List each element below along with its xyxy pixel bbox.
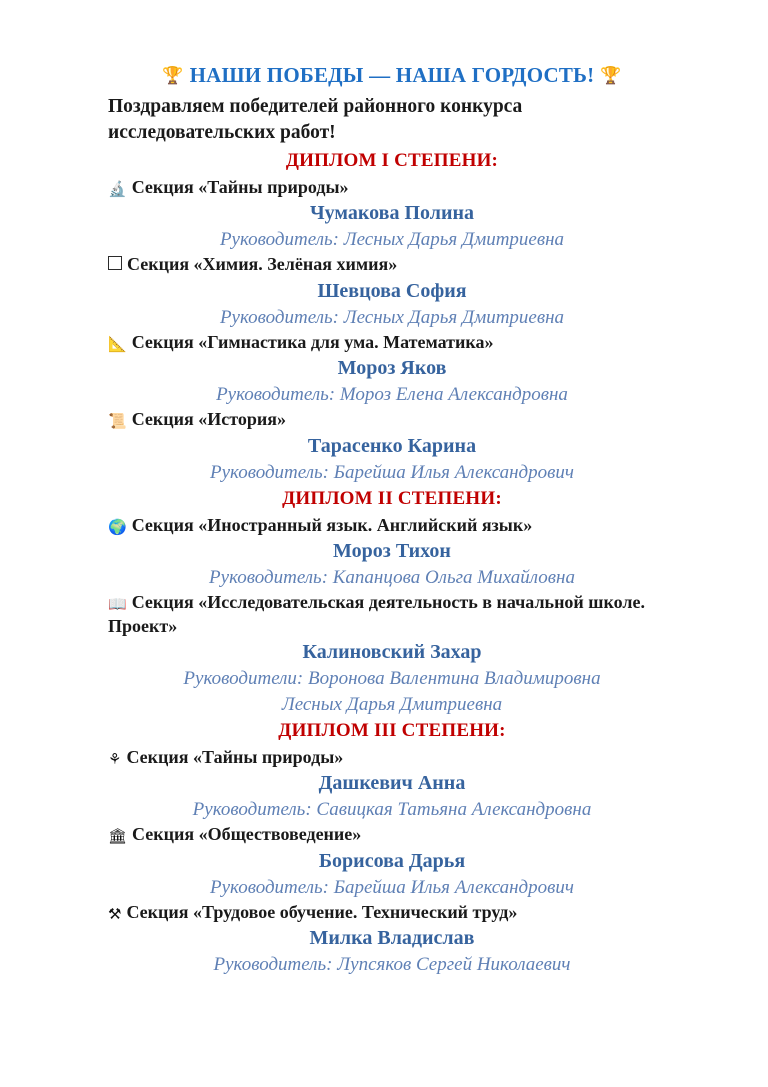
supervisor-name: Лупсяков Сергей Николаевич bbox=[337, 954, 571, 976]
supervisor-line bbox=[108, 227, 676, 252]
winner-name: Калиновский Захар bbox=[302, 640, 482, 663]
scroll-icon: 📜 bbox=[108, 412, 127, 431]
supervisor-name: Мороз Елена Александровна bbox=[339, 384, 568, 406]
section-title: Секция «Гимнастика для ума. Математика» bbox=[131, 331, 494, 352]
supervisor-line bbox=[108, 666, 676, 691]
section-title: Секция «История» bbox=[131, 409, 286, 430]
section-title: Секция «Иностранный язык. Английский язык» bbox=[131, 514, 533, 535]
section-line bbox=[108, 176, 676, 200]
section-line bbox=[108, 901, 676, 925]
document-body bbox=[108, 62, 676, 979]
microscope-icon: 🔬 bbox=[108, 179, 127, 198]
supervisor-line bbox=[108, 875, 676, 900]
flask-icon bbox=[108, 256, 122, 270]
section-line bbox=[108, 746, 676, 770]
supervisor-name: Капанцова Ольга Михайловна bbox=[332, 567, 575, 589]
supervisor-label: Руководитель: bbox=[192, 799, 312, 821]
trophy-icon-right: 🏆 bbox=[600, 66, 622, 86]
section-line bbox=[108, 408, 676, 432]
section-line bbox=[108, 331, 676, 355]
winner-name: Мороз Яков bbox=[337, 357, 447, 380]
supervisor-label: Руководитель: bbox=[210, 876, 330, 898]
trophy-icon-left: 🏆 bbox=[162, 66, 184, 86]
globe-icon: 🌍 bbox=[108, 517, 127, 536]
page-title bbox=[108, 62, 676, 88]
section-title: Секция «Трудовое обучение. Технический труд» bbox=[126, 901, 518, 922]
winner-name: Тарасенко Карина bbox=[307, 434, 477, 457]
winner-name: Милка Владислав bbox=[309, 927, 475, 950]
winner-name: Мороз Тихон bbox=[333, 540, 451, 563]
supervisor-name: Воронова Валентина Владимировна bbox=[308, 667, 601, 689]
winner-name: Борисова Дарья bbox=[318, 849, 466, 872]
supervisor-label: Руководители: bbox=[183, 667, 304, 689]
section-line bbox=[108, 253, 676, 276]
section-title: Секция «Обществоведение» bbox=[132, 824, 362, 845]
supervisor-line bbox=[108, 692, 676, 717]
winner-name: Чумакова Полина bbox=[309, 202, 475, 225]
section-title: Секция «Химия. Зелёная химия» bbox=[127, 254, 398, 275]
intro-paragraph: Поздравляем победителей районного конкурса исследовательских работ! bbox=[108, 96, 523, 143]
supervisor-label: Руководитель: bbox=[219, 306, 339, 328]
herb-icon: ⚘ bbox=[108, 749, 122, 768]
degree-heading: ДИПЛОМ II СТЕПЕНИ: bbox=[282, 487, 502, 509]
supervisor-name: Барейша Илья Александрович bbox=[333, 461, 574, 483]
section-line bbox=[108, 823, 676, 847]
supervisor-line bbox=[108, 797, 676, 822]
classical-building-icon: 🏛 bbox=[108, 827, 128, 846]
section-title: Секция «Тайны природы» bbox=[126, 746, 344, 767]
triangular-ruler-icon: 📐 bbox=[108, 334, 127, 353]
degree-heading: ДИПЛОМ I СТЕПЕНИ: bbox=[285, 149, 499, 171]
section-title: Секция «Исследовательская деятельность в начальной школе. Проект» bbox=[108, 592, 645, 636]
winner-name: Дашкевич Анна bbox=[318, 772, 466, 795]
supervisor-label: Руководитель: bbox=[209, 567, 329, 589]
section-line bbox=[108, 514, 676, 538]
supervisor-name: Барейша Илья Александрович bbox=[333, 876, 574, 898]
supervisor-name: Лесных Дарья Дмитриевна bbox=[343, 306, 565, 328]
supervisor-line bbox=[108, 382, 676, 407]
supervisor-line bbox=[108, 565, 676, 590]
supervisor-line bbox=[108, 305, 676, 330]
supervisor-label: Руководитель: bbox=[210, 461, 330, 483]
degrees-list bbox=[108, 149, 676, 978]
winner-name: Шевцова София bbox=[317, 279, 467, 302]
supervisor-name: Лесных Дарья Дмитриевна bbox=[343, 229, 565, 251]
hammer-and-wrench-icon: ⚒ bbox=[108, 904, 122, 923]
supervisor-label: Руководитель: bbox=[219, 229, 339, 251]
supervisor-name: Лесных Дарья Дмитриевна bbox=[281, 694, 503, 716]
supervisor-line bbox=[108, 952, 676, 977]
open-book-icon: 📖 bbox=[108, 595, 127, 614]
supervisor-name: Савицкая Татьяна Александровна bbox=[316, 799, 592, 821]
section-title: Секция «Тайны природы» bbox=[131, 176, 349, 197]
supervisor-label: Руководитель: bbox=[213, 954, 333, 976]
degree-heading: ДИПЛОМ III СТЕПЕНИ: bbox=[278, 720, 506, 742]
section-line bbox=[108, 591, 676, 638]
supervisor-line bbox=[108, 460, 676, 485]
page-title-text: НАШИ ПОБЕДЫ — НАША ГОРДОСТЬ! bbox=[189, 63, 595, 87]
supervisor-label: Руководитель: bbox=[216, 384, 336, 406]
